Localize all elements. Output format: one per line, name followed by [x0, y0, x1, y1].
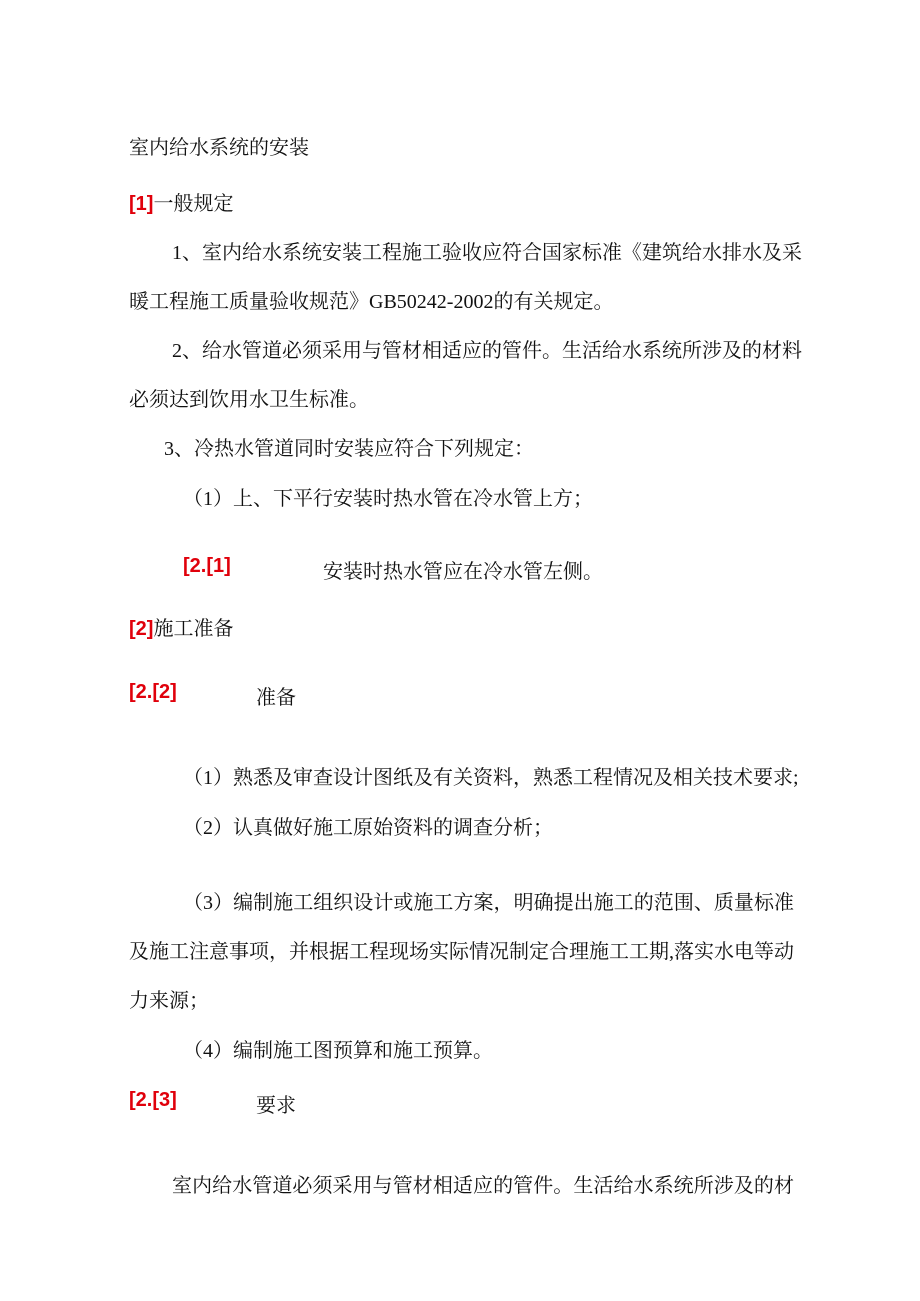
subsection-2-3-marker	[129, 1089, 177, 1112]
list-item-3-line-1: （3）编制施工组织设计或施工方案，明确提出施工的范围、质量标准	[183, 892, 794, 914]
subsection-2-2-heading: 准备	[256, 687, 296, 709]
list-item-4: （4）编制施工图预算和施工预算。	[183, 1040, 493, 1062]
paragraph-4-line-1: 室内给水管道必须采用与管材相适应的管件。生活给水系统所涉及的材	[172, 1175, 794, 1197]
section-marker: [2]	[129, 618, 154, 640]
document-title: 室内给水系统的安装	[129, 137, 309, 159]
list-item-3-line-2: 及施工注意事项，并根据工程现场实际情况制定合理施工工期,落实水电等动	[129, 941, 794, 963]
list-item-2: （2）认真做好施工原始资料的调查分析；	[183, 817, 553, 839]
list-item-3-line-3: 力来源；	[129, 990, 209, 1012]
list-item-1: （1）熟悉及审查设计图纸及有关资料，熟悉工程情况及相关技术要求;	[183, 767, 799, 789]
paragraph-1-line-2: 暖工程施工质量验收规范》GB50242-2002的有关规定。	[129, 291, 614, 313]
paragraph-3: 3、冷热水管道同时安装应符合下列规定：	[164, 438, 534, 460]
subsection-marker: [2.[2]	[129, 681, 177, 703]
subsection-2-3-heading: 要求	[256, 1095, 296, 1117]
subsection-marker: [2.[1]	[183, 555, 231, 577]
section-heading-1	[129, 187, 233, 216]
section-heading-text: 施工准备	[153, 618, 234, 640]
paragraph-3-item-1: （1）上、下平行安装时热水管在冷水管上方；	[183, 488, 593, 510]
subsection-2-1	[183, 555, 231, 578]
section-marker: [1]	[129, 193, 154, 215]
subsection-2-2-marker	[129, 681, 177, 704]
subsection-marker: [2.[3]	[129, 1089, 177, 1111]
subsection-2-1-text: 安装时热水管应在冷水管左侧。	[323, 561, 603, 583]
paragraph-1-line-1: 1、室内给水系统安装工程施工验收应符合国家标准《建筑给水排水及采	[172, 242, 802, 264]
section-heading-text: 一般规定	[153, 193, 234, 215]
paragraph-2-line-2: 必须达到饮用水卫生标准。	[129, 389, 369, 411]
paragraph-2-line-1: 2、给水管道必须采用与管材相适应的管件。生活给水系统所涉及的材料	[172, 340, 802, 362]
section-heading-2	[129, 612, 233, 641]
